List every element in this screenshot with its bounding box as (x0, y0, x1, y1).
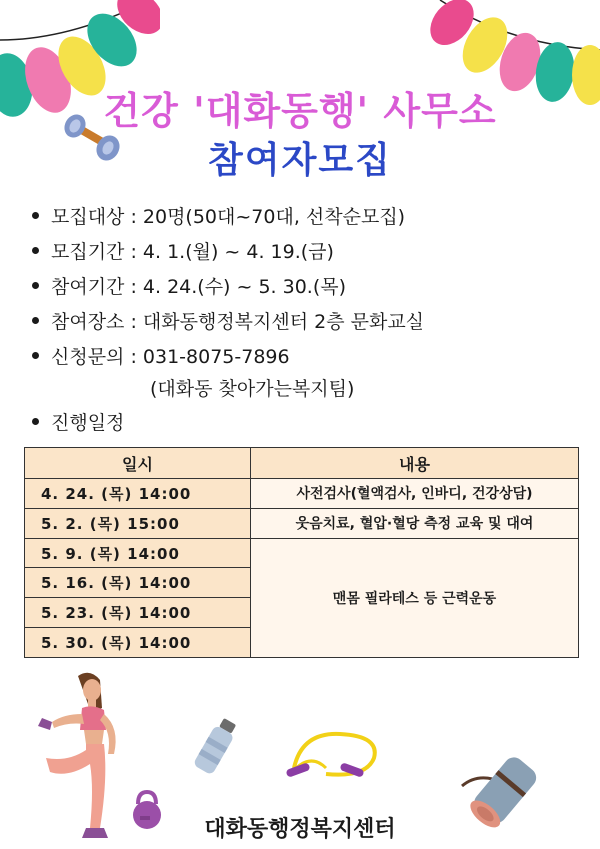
row-content: 사전검사(혈액검사, 인바디, 건강상담) (251, 479, 579, 509)
row-date: 5. 2. (목) 15:00 (25, 508, 251, 538)
header-content: 내용 (251, 448, 579, 479)
row-content: 맨몸 필라테스 등 근력운동 (251, 538, 579, 657)
bullet-icon (32, 247, 39, 254)
page-title: 건강 '대화동행' 사무소 (103, 89, 497, 133)
bullet-icon (32, 352, 39, 359)
jump-rope-icon (282, 728, 386, 786)
row-date: 5. 16. (목) 14:00 (25, 568, 251, 598)
schedule-table (24, 447, 579, 658)
row-content: 웃음치료, 혈압·혈당 측정 교육 및 대여 (251, 508, 579, 538)
info-item-inquiry: 신청문의 : 031-8075-7896 (32, 342, 290, 369)
info-item-participation-period: 참여기간 : 4. 24.(수) ~ 5. 30.(목) (32, 272, 346, 299)
row-date: 5. 9. (목) 14:00 (25, 538, 251, 568)
info-item-place: 참여장소 : 대화동행정복지센터 2층 문화교실 (32, 307, 424, 334)
info-item-target: 모집대상 : 20명(50대~70대, 선착순모집) (32, 202, 405, 229)
bullet-icon (32, 418, 39, 425)
schedule-label: 진행일정 (32, 408, 124, 435)
page-subtitle: 참여자모집 (208, 140, 392, 181)
bullet-icon (32, 317, 39, 324)
table-header-row (25, 448, 579, 479)
row-date: 5. 23. (목) 14:00 (25, 598, 251, 628)
row-date: 5. 30. (목) 14:00 (25, 628, 251, 658)
header-datetime: 일시 (25, 448, 251, 479)
info-item-recruit-period: 모집기간 : 4. 1.(월) ~ 4. 19.(금) (32, 237, 334, 264)
inquiry-team: (대화동 찾아가는복지팀) (150, 378, 355, 400)
row-date: 4. 24. (목) 14:00 (25, 479, 251, 509)
bullet-icon (32, 212, 39, 219)
footer-organization: 대화동행정복지센터 (204, 817, 396, 842)
table-row (25, 538, 579, 568)
bullet-icon (32, 282, 39, 289)
table-row (25, 508, 579, 538)
water-bottle-icon (188, 716, 244, 780)
table-row (25, 479, 579, 509)
